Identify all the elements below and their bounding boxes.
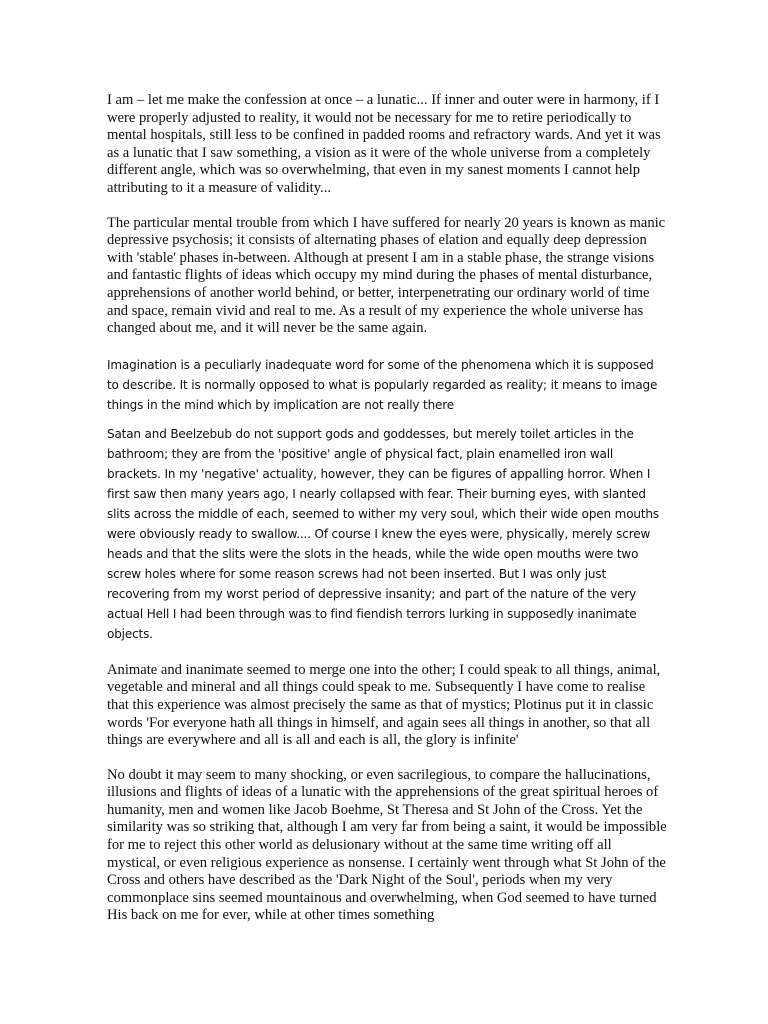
paragraph-satan-beelzebub: Satan and Beelzebub do not support gods and goddesses, but merely toilet articles in the bathroom; they are from the 'positive' angle of physical fact, plain enamelled iron wall brackets. In my 'negative' actuality, however, they can be figures of appalling horror. When I first saw then many years ago, I nearly collapsed with fear. Their burning eyes, with slanted slits across the middle of each, seemed to wither my very soul, which their wide open mouths were obviously ready to swallow.... Of course I knew the eyes were, physically, merely screw heads and that the slits were the slots in the heads, while the wide open mouths were two screw holes where for some reason screws had not been inserted. But I was only just recovering from my worst period of depressive insanity; and part of the nature of the very actual Hell I had been through was to find fiendish terrors lurking in supposedly inanimate objects. <box>107 426 659 641</box>
paragraph-mystics-comparison: No doubt it may seem to many shocking, or even sacrilegious, to compare the hallucinations, illusions and flights of ideas of a lunatic with the apprehensions of the great spiritual heroes of humanity, men and women like Jacob Boehme, St Theresa and St John of the Cross. Yet the similarity was so striking that, although I am very far from being a saint, it would be impossible for me to reject this other world as delusionary without at the same time writing off all mystical, or even religious experience as nonsense. I certainly went through what St John of the Cross and others have described as the 'Dark Night of the Soul', periods when my very commonplace sins seemed mountainous and overwhelming, when God seemed to have turned His back on me for ever, while at other times something <box>107 766 667 924</box>
paragraph-animate-inanimate: Animate and inanimate seemed to merge one into the other; I could speak to all things, animal, vegetable and mineral and all things could speak to me. Subsequently I have come to realise that this experience was almost precisely the same as that of mystics; Plotinus put it in classic words 'For everyone hath all things in himself, and again sees all things in another, so that all things are everywhere and all is all and each is all, the glory is infinite' <box>107 661 661 749</box>
paragraph-manic-depressive: The particular mental trouble from which I have suffered for nearly 20 years is known as manic depressive psychosis; it consists of alternating phases of elation and equally deep depression with 'stable' phases in-between. Although at present I am in a stable phase, the strange visions and fantastic flights of ideas which occupy my mind during the phases of mental disturbance, apprehensions of another world behind, or better, interpenetrating our ordinary world of time and space, remain vivid and real to me. As a result of my experience the whole universe has changed about me, and it will never be the same again. <box>107 214 666 337</box>
paragraph-lunatic-confession: I am – let me make the confession at once – a lunatic... If inner and outer were in harmony, if I were properly adjusted to reality, it would not be necessary for me to retire periodically to mental hospitals, still less to be confined in padded rooms and refractory wards. And yet it was as a lunatic that I saw something, a vision as it were of the whole universe from a completely different angle, which was so overwhelming, that even in my sanest moments I cannot help attributing to it a measure of validity... <box>107 92 661 196</box>
paragraph-imagination: Imagination is a peculiarly inadequate word for some of the phenomena which it is supposed to describe. It is normally opposed to what is popularly regarded as reality; it means to image things in the mind which by implication are not really there <box>107 357 658 412</box>
document-page <box>107 92 667 942</box>
